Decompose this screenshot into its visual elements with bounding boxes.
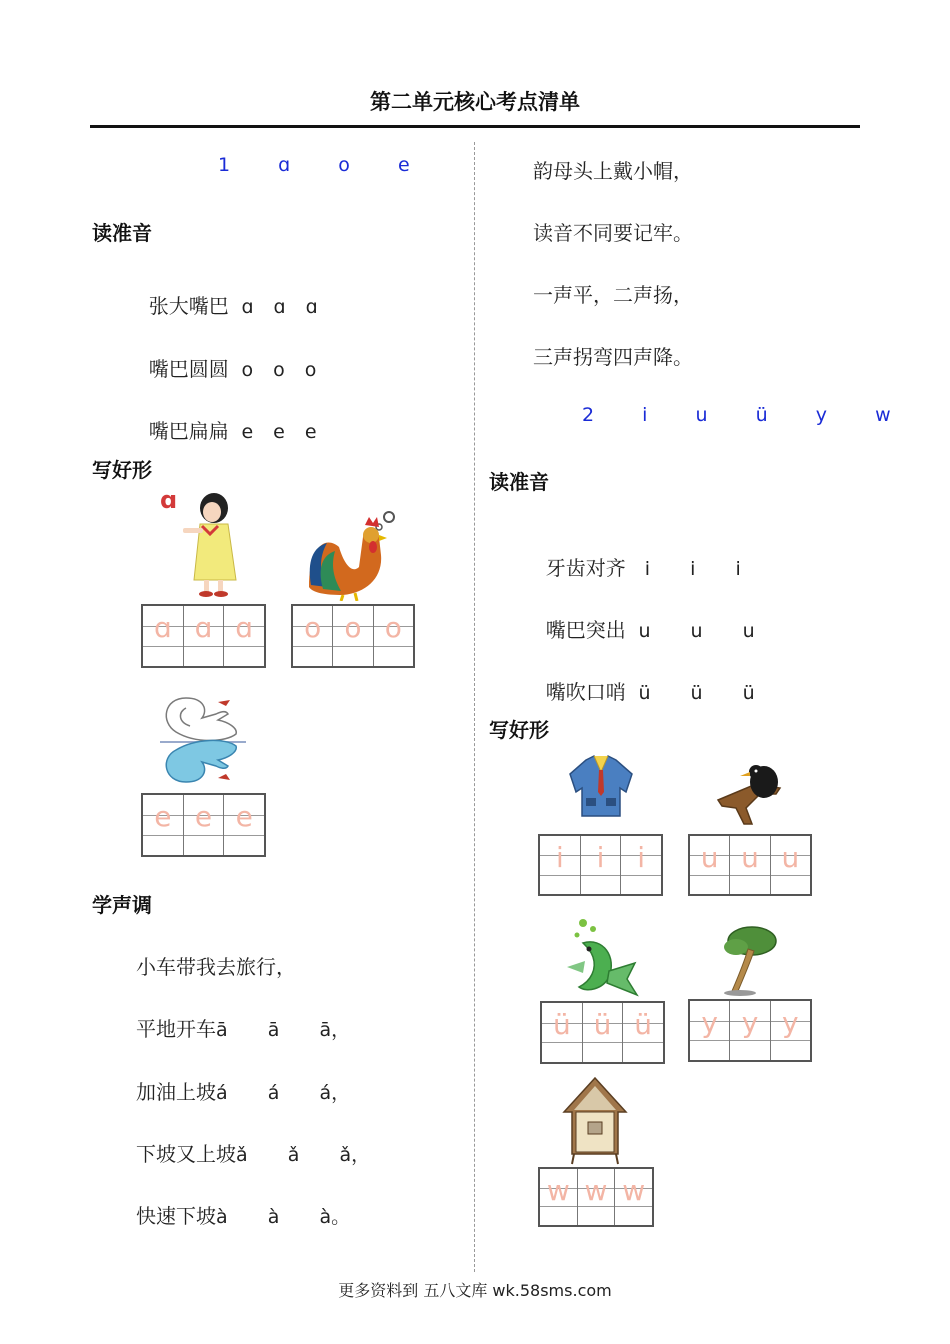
grid-cell bbox=[770, 836, 810, 894]
verse-line: 一声平，二声扬， bbox=[533, 283, 693, 307]
grid-cell bbox=[332, 606, 372, 666]
writing-grid-i bbox=[538, 834, 663, 896]
writing-grid-e bbox=[141, 793, 266, 857]
tone-line-text: 小车带我去旅行， bbox=[136, 955, 296, 979]
read-line-pinyin: u u u bbox=[638, 620, 755, 642]
tone-line-pinyin: à à à。 bbox=[216, 1206, 351, 1228]
trace-letter: ü bbox=[634, 1008, 653, 1041]
girl-icon bbox=[158, 488, 240, 600]
read-line bbox=[136, 266, 318, 319]
writing-grid-v bbox=[540, 1001, 665, 1064]
trace-letter: y bbox=[701, 1006, 718, 1039]
grid-cell bbox=[729, 1001, 769, 1060]
trace-letter: u bbox=[700, 841, 719, 874]
trace-letter: w bbox=[584, 1174, 608, 1207]
grid-cell bbox=[183, 606, 224, 666]
grid-cell bbox=[614, 1169, 652, 1225]
writing-grid-y bbox=[688, 999, 812, 1062]
write-title-left: 写好形 bbox=[92, 458, 152, 482]
tone-line-pinyin: ā ā ā， bbox=[216, 1019, 351, 1041]
tone-line bbox=[136, 1200, 350, 1229]
grid-cell bbox=[223, 795, 264, 855]
grid-cell bbox=[690, 1001, 729, 1060]
trace-letter: ü bbox=[593, 1008, 612, 1041]
trace-letter: o bbox=[384, 611, 402, 644]
tone-line bbox=[136, 951, 296, 980]
read-line bbox=[533, 590, 755, 643]
trace-letter: i bbox=[637, 841, 646, 874]
letter-badge: ɑ bbox=[160, 488, 178, 514]
writing-grid-u bbox=[688, 834, 812, 896]
write-title-right: 写好形 bbox=[489, 718, 549, 742]
trace-letter: o bbox=[344, 611, 362, 644]
trace-letter: w bbox=[546, 1174, 570, 1207]
read-line-text: 牙齿对齐 bbox=[545, 556, 626, 580]
read-line-text: 嘴巴圆圆 bbox=[148, 357, 229, 381]
trace-letter: y bbox=[741, 1006, 759, 1039]
grid-cell bbox=[540, 1169, 577, 1225]
grid-cell bbox=[183, 795, 224, 855]
trace-letter: ɑ bbox=[235, 611, 254, 644]
title-rule bbox=[90, 125, 860, 128]
read-line bbox=[533, 652, 755, 705]
trace-letter: e bbox=[154, 800, 172, 833]
trace-letter: ɑ bbox=[153, 611, 172, 644]
tone-line-text: 快速下坡 bbox=[136, 1204, 216, 1228]
tone-line-text: 平地开车 bbox=[136, 1017, 216, 1041]
read-line-pinyin: ɑ ɑ ɑ bbox=[241, 296, 318, 318]
trace-letter: ɑ bbox=[194, 611, 213, 644]
read-line-pinyin: i i i bbox=[644, 558, 741, 580]
goose-icon bbox=[156, 692, 250, 786]
tone-line-pinyin: ǎ ǎ ǎ， bbox=[236, 1144, 371, 1166]
tone-title: 学声调 bbox=[92, 893, 152, 917]
grid-cell bbox=[622, 1003, 663, 1062]
tone-line bbox=[136, 1138, 370, 1167]
read-line-pinyin: ü ü ü bbox=[638, 682, 755, 704]
tone-line bbox=[136, 1013, 350, 1042]
grid-cell bbox=[143, 795, 183, 855]
section-heading-2: 2 i u ü y w bbox=[582, 404, 891, 426]
verse-line: 读音不同要记牢。 bbox=[533, 221, 693, 245]
grid-cell bbox=[577, 1169, 615, 1225]
read-line-text: 嘴吹口哨 bbox=[545, 680, 626, 704]
read-line-text: 嘴巴突出 bbox=[545, 618, 626, 642]
read-line-pinyin: e e e bbox=[241, 421, 317, 443]
tone-line-text: 下坡又上坡 bbox=[136, 1142, 236, 1166]
read-line-text: 张大嘴巴 bbox=[148, 294, 229, 318]
trace-letter: w bbox=[622, 1174, 646, 1207]
grid-cell bbox=[293, 606, 332, 666]
trace-letter: e bbox=[235, 800, 253, 833]
grid-cell bbox=[582, 1003, 623, 1062]
read-line bbox=[533, 528, 741, 581]
trace-letter: e bbox=[194, 800, 213, 833]
tree-icon bbox=[718, 923, 778, 997]
trace-letter: u bbox=[781, 841, 800, 874]
column-divider bbox=[474, 142, 475, 1272]
trace-letter: i bbox=[555, 841, 564, 874]
trace-letter: y bbox=[782, 1006, 799, 1039]
read-title-left: 读准音 bbox=[92, 221, 152, 245]
grid-cell bbox=[580, 836, 621, 894]
grid-cell bbox=[223, 606, 264, 666]
read-line bbox=[136, 329, 316, 382]
read-title-right: 读准音 bbox=[489, 470, 549, 494]
shirt-icon bbox=[566, 752, 636, 822]
trace-letter: i bbox=[596, 841, 605, 874]
writing-grid-a bbox=[141, 604, 266, 668]
writing-grid-o bbox=[291, 604, 415, 668]
verse-line: 三声拐弯四声降。 bbox=[533, 345, 693, 369]
tone-line-text: 加油上坡 bbox=[136, 1080, 216, 1104]
grid-cell bbox=[540, 836, 580, 894]
grid-cell bbox=[620, 836, 661, 894]
grid-cell bbox=[729, 836, 769, 894]
rooster-icon bbox=[305, 507, 400, 601]
grid-cell bbox=[373, 606, 413, 666]
writing-grid-w bbox=[538, 1167, 654, 1227]
page-title: 第二单元核心考点清单 bbox=[370, 89, 580, 114]
tone-line bbox=[136, 1076, 350, 1105]
grid-cell bbox=[770, 1001, 810, 1060]
read-line-text: 嘴巴扁扁 bbox=[148, 419, 229, 443]
verse-line: 韵母头上戴小帽， bbox=[533, 159, 693, 183]
house-icon bbox=[562, 1076, 628, 1166]
grid-cell bbox=[690, 836, 729, 894]
fish-icon bbox=[563, 917, 639, 999]
read-line bbox=[136, 391, 317, 444]
crow-icon bbox=[716, 764, 782, 826]
trace-letter: ü bbox=[552, 1008, 571, 1041]
tone-line-pinyin: á á á， bbox=[216, 1082, 351, 1104]
trace-letter: u bbox=[741, 841, 759, 874]
trace-letter: o bbox=[304, 611, 322, 644]
footer-link[interactable]: 更多资料到 五八文库 wk.58sms.com bbox=[338, 1281, 612, 1300]
grid-cell bbox=[542, 1003, 582, 1062]
read-line-pinyin: o o o bbox=[241, 359, 317, 381]
section-heading-1: 1 ɑ o e bbox=[218, 154, 410, 176]
grid-cell bbox=[143, 606, 183, 666]
